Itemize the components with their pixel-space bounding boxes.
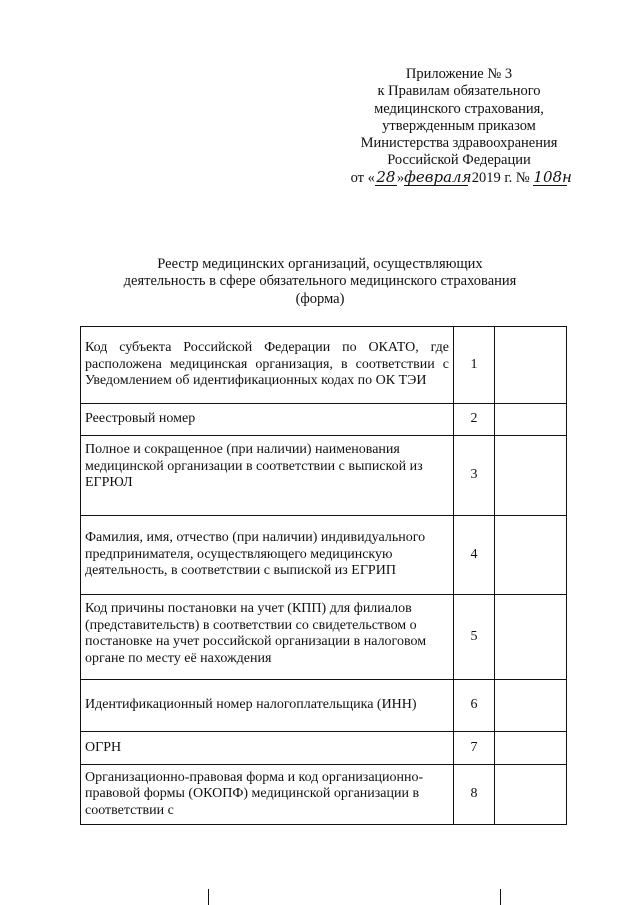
row-label: Идентификационный номер налогоплательщика (ИНН) (81, 680, 454, 732)
date-prefix: от « (350, 169, 375, 186)
title-line: Реестр медицинских организаций, осуществляющих (157, 256, 483, 272)
register-form-table (80, 326, 567, 825)
table-row (81, 595, 567, 680)
appendix-line: Приложение № 3 (405, 66, 513, 82)
table-row (81, 436, 567, 516)
table-row (81, 765, 567, 825)
row-number: 7 (454, 732, 495, 765)
row-label: Код субъекта Российской Федерации по ОКАТО, где расположена медицинская организация, в соответствии с Уведомлением об идентификационных кодах по ОК ТЭИ (81, 327, 454, 404)
row-value-cell[interactable] (495, 732, 567, 765)
row-value-cell[interactable] (495, 327, 567, 404)
row-label: Реестровый номер (81, 404, 454, 436)
appendix-line: утвержденным приказом (382, 117, 536, 134)
table-row (81, 732, 567, 765)
row-number: 2 (454, 404, 495, 436)
appendix-line: к Правилам обязательного (377, 83, 541, 100)
appendix-line: Российской Федерации (387, 152, 531, 169)
row-number: 1 (454, 327, 495, 404)
row-value-cell[interactable] (495, 436, 567, 516)
row-number: 6 (454, 680, 495, 732)
row-value-cell[interactable] (495, 595, 567, 680)
handwritten-month: февраля (404, 167, 472, 186)
appendix-line: медицинского страхования, (374, 100, 544, 117)
page-edge-mark (500, 889, 501, 905)
handwritten-order-number: 108н (533, 167, 572, 186)
row-number: 5 (454, 595, 495, 680)
title-line: деятельность в сфере обязательного медицинского страхования (123, 273, 517, 290)
date-year: 2019 г. № (471, 169, 530, 186)
appendix-line: Министерства здравоохранения (360, 135, 558, 152)
row-label: Код причины постановки на учет (КПП) для филиалов (представительств) в соответствии со свидетельством о постановке на учет российской организации в налоговом органе по месту её нахождения (81, 595, 454, 680)
handwritten-day: 28 (376, 167, 396, 186)
row-value-cell[interactable] (495, 680, 567, 732)
row-value-cell[interactable] (495, 765, 567, 825)
table-row (81, 327, 567, 404)
row-number: 4 (454, 516, 495, 595)
row-number: 8 (454, 765, 495, 825)
row-label: Фамилия, имя, отчество (при наличии) индивидуального предпринимателя, осуществляющего медицинскую деятельность, в соответствии с выпиской из ЕГРИП (81, 516, 454, 595)
row-label: Организационно-правовая форма и код организационно-правовой формы (ОКОПФ) медицинской организации в соответствии с (81, 765, 454, 825)
table-row (81, 680, 567, 732)
row-label: Полное и сокращенное (при наличии) наименования медицинской организации в соответствии с выпиской из ЕГРЮЛ (81, 436, 454, 516)
row-number: 3 (454, 436, 495, 516)
table-row (81, 516, 567, 595)
page-edge-mark (208, 889, 209, 905)
row-label: ОГРН (81, 732, 454, 765)
row-value-cell[interactable] (495, 404, 567, 436)
title-line: (форма) (295, 290, 345, 307)
order-date-line (330, 167, 588, 187)
table-row (81, 404, 567, 436)
appendix-header (330, 66, 588, 187)
date-close-quote: » (396, 169, 405, 186)
register-title (60, 256, 580, 308)
row-value-cell[interactable] (495, 516, 567, 595)
